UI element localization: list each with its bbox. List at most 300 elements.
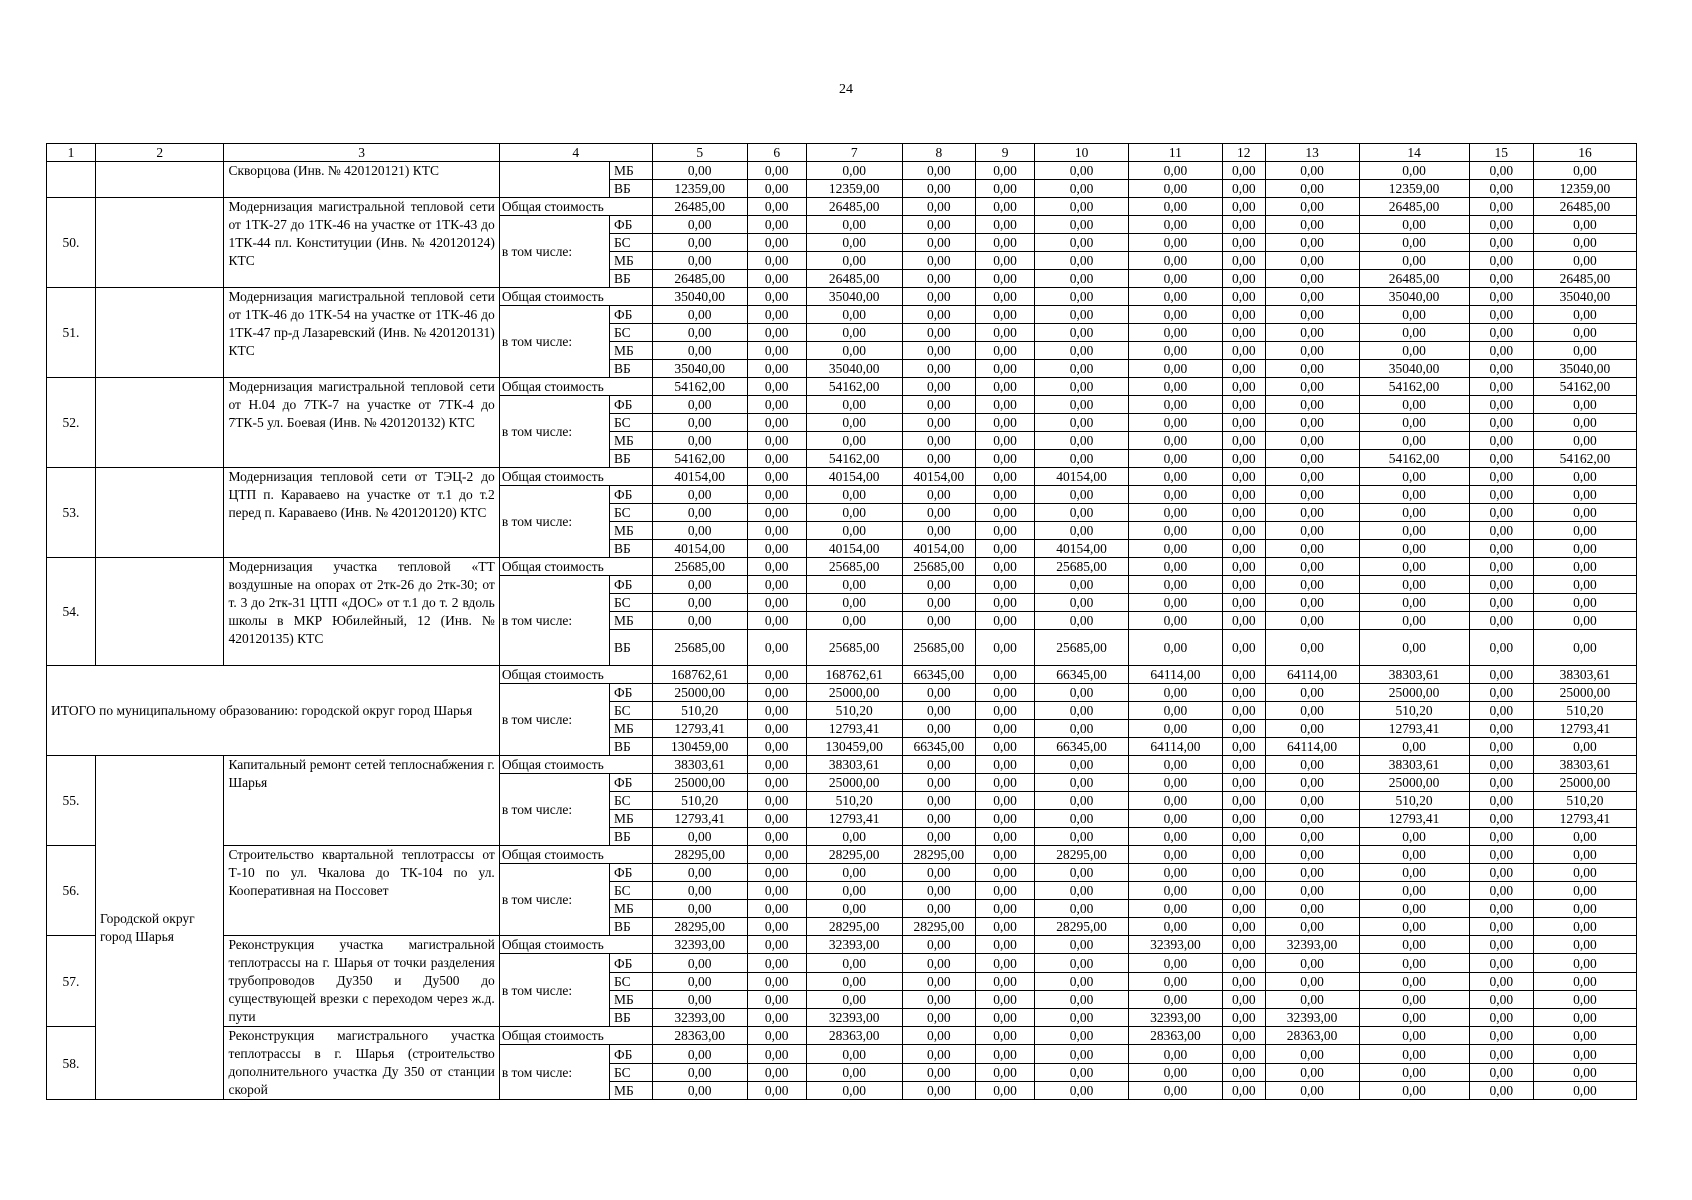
value-cell: 0,00 [902, 216, 975, 234]
value-cell: 25685,00 [652, 558, 747, 576]
value-cell: 0,00 [976, 1045, 1035, 1064]
value-cell: 0,00 [902, 252, 975, 270]
value-cell: 0,00 [1035, 324, 1129, 342]
source-code: БС [609, 324, 652, 342]
header-cell: 16 [1533, 144, 1636, 162]
value-cell: 0,00 [976, 828, 1035, 846]
value-cell: 0,00 [1222, 756, 1265, 774]
value-cell: 0,00 [902, 450, 975, 468]
value-cell: 0,00 [652, 324, 747, 342]
value-cell: 38303,61 [1533, 756, 1636, 774]
value-cell: 0,00 [806, 1064, 902, 1082]
value-cell: 0,00 [1222, 234, 1265, 252]
value-cell: 0,00 [1265, 234, 1359, 252]
value-cell: 0,00 [976, 954, 1035, 973]
source-code: ФБ [609, 306, 652, 324]
value-cell: 0,00 [1129, 252, 1223, 270]
value-cell: 0,00 [1129, 991, 1223, 1009]
value-cell: 0,00 [652, 828, 747, 846]
value-cell: 0,00 [1359, 594, 1469, 612]
value-cell: 0,00 [747, 864, 806, 882]
value-cell: 0,00 [1359, 900, 1469, 918]
value-cell: 0,00 [902, 828, 975, 846]
value-cell: 0,00 [976, 666, 1035, 684]
header-cell: 7 [806, 144, 902, 162]
value-cell: 0,00 [806, 324, 902, 342]
value-cell: 0,00 [1533, 594, 1636, 612]
value-cell: 510,20 [806, 792, 902, 810]
value-cell: 0,00 [1035, 828, 1129, 846]
value-cell: 0,00 [652, 973, 747, 991]
value-cell: 25685,00 [806, 630, 902, 666]
value-cell: 0,00 [1469, 306, 1533, 324]
value-cell: 0,00 [747, 234, 806, 252]
header-cell: 10 [1035, 144, 1129, 162]
value-cell: 0,00 [1265, 594, 1359, 612]
row-number: 58. [47, 1027, 96, 1100]
value-cell: 0,00 [1533, 846, 1636, 864]
value-cell: 38303,61 [652, 756, 747, 774]
value-cell: 0,00 [1265, 540, 1359, 558]
value-cell: 0,00 [1035, 504, 1129, 522]
value-cell: 0,00 [652, 522, 747, 540]
value-cell: 0,00 [1265, 468, 1359, 486]
total-label: Общая стоимость [499, 558, 652, 576]
value-cell: 32393,00 [652, 936, 747, 954]
value-cell: 66345,00 [902, 738, 975, 756]
value-cell: 510,20 [1533, 702, 1636, 720]
row-number: 56. [47, 846, 96, 936]
header-cell: 1 [47, 144, 96, 162]
value-cell: 0,00 [1222, 396, 1265, 414]
row-number-cell [47, 162, 96, 198]
value-cell: 0,00 [976, 324, 1035, 342]
value-cell: 0,00 [806, 900, 902, 918]
value-cell: 0,00 [806, 522, 902, 540]
value-cell: 0,00 [652, 432, 747, 450]
value-cell: 0,00 [1265, 288, 1359, 306]
value-cell: 0,00 [1469, 991, 1533, 1009]
value-cell: 0,00 [1222, 882, 1265, 900]
value-cell: 12793,41 [1533, 810, 1636, 828]
value-cell: 26485,00 [1359, 270, 1469, 288]
value-cell: 0,00 [1533, 576, 1636, 594]
value-cell: 168762,61 [652, 666, 747, 684]
value-cell: 0,00 [1035, 774, 1129, 792]
page-number: 24 [839, 82, 853, 97]
value-cell: 0,00 [976, 450, 1035, 468]
value-cell: 0,00 [1533, 1064, 1636, 1082]
value-cell: 0,00 [806, 342, 902, 360]
value-cell: 0,00 [1035, 954, 1129, 973]
value-cell: 0,00 [806, 414, 902, 432]
total-label: Общая стоимость [499, 666, 652, 684]
value-cell: 0,00 [976, 378, 1035, 396]
value-cell: 25685,00 [1035, 630, 1129, 666]
value-cell: 0,00 [1035, 864, 1129, 882]
value-cell: 28363,00 [652, 1027, 747, 1045]
value-cell: 0,00 [1265, 900, 1359, 918]
source-code: МБ [609, 810, 652, 828]
value-cell: 0,00 [1035, 1082, 1129, 1100]
value-cell: 26485,00 [1533, 198, 1636, 216]
value-cell: 0,00 [976, 846, 1035, 864]
source-code: МБ [609, 900, 652, 918]
value-cell: 0,00 [1222, 973, 1265, 991]
value-cell: 0,00 [1359, 216, 1469, 234]
value-cell: 0,00 [1265, 1082, 1359, 1100]
header-cell: 4 [499, 144, 652, 162]
value-cell: 35040,00 [1359, 360, 1469, 378]
value-cell: 0,00 [1359, 522, 1469, 540]
source-code: ФБ [609, 396, 652, 414]
value-cell: 0,00 [806, 216, 902, 234]
value-cell: 0,00 [652, 252, 747, 270]
municipality-cell [95, 288, 224, 378]
value-cell: 0,00 [976, 1082, 1035, 1100]
source-row [47, 162, 1637, 180]
source-code: МБ [609, 991, 652, 1009]
value-cell: 0,00 [1265, 991, 1359, 1009]
value-cell: 0,00 [1129, 198, 1223, 216]
value-cell: 25000,00 [1533, 684, 1636, 702]
value-cell: 0,00 [1129, 540, 1223, 558]
value-cell: 0,00 [1222, 774, 1265, 792]
total-label: Общая стоимость [499, 846, 652, 864]
source-code: БС [609, 702, 652, 720]
value-cell: 0,00 [976, 162, 1035, 180]
value-cell: 0,00 [1469, 522, 1533, 540]
value-cell: 40154,00 [806, 540, 902, 558]
value-cell: 0,00 [1469, 882, 1533, 900]
value-cell: 0,00 [902, 324, 975, 342]
value-cell: 0,00 [1533, 324, 1636, 342]
value-cell: 0,00 [1222, 216, 1265, 234]
value-cell: 0,00 [747, 216, 806, 234]
value-cell: 0,00 [1129, 1064, 1223, 1082]
value-cell: 0,00 [1533, 864, 1636, 882]
value-cell: 38303,61 [1359, 756, 1469, 774]
item-total-row [47, 756, 1637, 774]
value-cell: 0,00 [747, 378, 806, 396]
value-cell: 0,00 [806, 504, 902, 522]
value-cell: 0,00 [652, 1064, 747, 1082]
value-cell: 0,00 [976, 882, 1035, 900]
value-cell: 0,00 [1533, 468, 1636, 486]
value-cell: 0,00 [747, 792, 806, 810]
value-cell: 0,00 [1035, 306, 1129, 324]
value-cell: 0,00 [747, 882, 806, 900]
value-cell: 0,00 [1533, 900, 1636, 918]
value-cell: 0,00 [1359, 936, 1469, 954]
value-cell: 0,00 [1129, 234, 1223, 252]
value-cell: 0,00 [747, 1045, 806, 1064]
value-cell: 0,00 [1129, 846, 1223, 864]
value-cell: 35040,00 [652, 360, 747, 378]
value-cell: 0,00 [1469, 342, 1533, 360]
value-cell: 0,00 [1265, 1045, 1359, 1064]
value-cell: 0,00 [1035, 486, 1129, 504]
value-cell: 0,00 [1129, 828, 1223, 846]
value-cell: 0,00 [1222, 918, 1265, 936]
value-cell: 0,00 [1035, 702, 1129, 720]
header-cell: 14 [1359, 144, 1469, 162]
value-cell: 0,00 [747, 756, 806, 774]
value-cell: 0,00 [1533, 234, 1636, 252]
value-cell: 0,00 [1469, 198, 1533, 216]
value-cell: 0,00 [1469, 414, 1533, 432]
value-cell: 28295,00 [652, 846, 747, 864]
value-cell: 510,20 [652, 702, 747, 720]
value-cell: 0,00 [1533, 1009, 1636, 1027]
header-row [47, 144, 1637, 162]
value-cell: 38303,61 [806, 756, 902, 774]
value-cell: 0,00 [1469, 720, 1533, 738]
value-cell: 0,00 [1129, 324, 1223, 342]
value-cell: 0,00 [1469, 558, 1533, 576]
value-cell: 0,00 [1265, 702, 1359, 720]
value-cell: 0,00 [1129, 486, 1223, 504]
value-cell: 0,00 [976, 486, 1035, 504]
source-code: БС [609, 1064, 652, 1082]
value-cell: 0,00 [1129, 792, 1223, 810]
total-label: Общая стоимость [499, 756, 652, 774]
total-label: Общая стоимость [499, 288, 652, 306]
value-cell: 0,00 [1265, 450, 1359, 468]
value-cell: 35040,00 [1533, 288, 1636, 306]
value-cell: 0,00 [902, 1064, 975, 1082]
value-cell: 0,00 [902, 810, 975, 828]
value-cell: 0,00 [976, 522, 1035, 540]
source-code: ВБ [609, 828, 652, 846]
value-cell: 0,00 [747, 1064, 806, 1082]
value-cell: 0,00 [1469, 738, 1533, 756]
item-name: Модернизация магистральной тепловой сети от 1ТК-27 до 1ТК-46 на участке от 1ТК-43 до 1ТК-44 пл. Конституции (Инв. № 420120124) КТС [224, 198, 499, 288]
value-cell: 0,00 [976, 774, 1035, 792]
value-cell: 0,00 [652, 486, 747, 504]
including-label: в том числе: [499, 954, 609, 1027]
value-cell: 0,00 [1359, 504, 1469, 522]
value-cell: 0,00 [1129, 594, 1223, 612]
value-cell: 0,00 [976, 756, 1035, 774]
value-cell: 0,00 [747, 738, 806, 756]
value-cell: 54162,00 [806, 450, 902, 468]
value-cell: 0,00 [976, 234, 1035, 252]
value-cell: 0,00 [1265, 756, 1359, 774]
value-cell: 0,00 [902, 180, 975, 198]
value-cell: 0,00 [1129, 306, 1223, 324]
item-total-row [47, 288, 1637, 306]
value-cell: 12793,41 [1533, 720, 1636, 738]
value-cell: 0,00 [902, 702, 975, 720]
value-cell: 0,00 [806, 396, 902, 414]
value-cell: 0,00 [1035, 991, 1129, 1009]
value-cell: 0,00 [747, 198, 806, 216]
source-code: МБ [609, 1082, 652, 1100]
value-cell: 32393,00 [806, 936, 902, 954]
value-cell: 0,00 [1035, 576, 1129, 594]
value-cell: 0,00 [652, 216, 747, 234]
value-cell: 0,00 [1265, 522, 1359, 540]
source-code: ВБ [609, 180, 652, 198]
value-cell: 32393,00 [652, 1009, 747, 1027]
row-number: 54. [47, 558, 96, 666]
value-cell: 0,00 [1129, 756, 1223, 774]
row-number: 55. [47, 756, 96, 846]
item-name: Реконструкция магистрального участка теплотрассы в г. Шарья (строительство дополнительного участка Ду 350 от станции скорой [224, 1027, 499, 1100]
header-cell: 9 [976, 144, 1035, 162]
source-code: ФБ [609, 216, 652, 234]
value-cell: 0,00 [1533, 954, 1636, 973]
value-cell: 0,00 [902, 576, 975, 594]
value-cell: 0,00 [1129, 216, 1223, 234]
value-cell: 0,00 [1222, 702, 1265, 720]
value-cell: 25000,00 [652, 774, 747, 792]
value-cell: 0,00 [1469, 900, 1533, 918]
value-cell: 0,00 [1359, 540, 1469, 558]
item-total-row [47, 936, 1637, 954]
value-cell: 0,00 [652, 162, 747, 180]
value-cell: 0,00 [1469, 756, 1533, 774]
value-cell: 0,00 [976, 1009, 1035, 1027]
value-cell: 0,00 [1222, 936, 1265, 954]
value-cell: 0,00 [747, 396, 806, 414]
value-cell: 0,00 [1265, 270, 1359, 288]
value-cell: 0,00 [1469, 702, 1533, 720]
value-cell: 0,00 [1035, 414, 1129, 432]
value-cell: 0,00 [652, 954, 747, 973]
value-cell: 0,00 [1265, 432, 1359, 450]
value-cell: 0,00 [747, 306, 806, 324]
item-total-row [47, 468, 1637, 486]
value-cell: 0,00 [1469, 486, 1533, 504]
row-number: 51. [47, 288, 96, 378]
value-cell: 0,00 [806, 306, 902, 324]
value-cell: 0,00 [1035, 756, 1129, 774]
value-cell: 168762,61 [806, 666, 902, 684]
value-cell: 0,00 [1533, 630, 1636, 666]
value-cell: 0,00 [747, 900, 806, 918]
value-cell: 0,00 [1359, 342, 1469, 360]
value-cell: 0,00 [747, 1082, 806, 1100]
item-name: Модернизация участка тепловой «ТТ воздушные на опорах от 2тк-26 до 2тк-30; от т. 3 до 2тк-31 ЦТП «ДОС» от т.1 до т. 2 вдоль школы в МКР Юбилейный, 12 (Инв. № 420120135) КТС [224, 558, 499, 666]
item-name: Скворцова (Инв. № 420120121) КТС [224, 162, 499, 198]
value-cell: 0,00 [976, 594, 1035, 612]
value-cell: 0,00 [1035, 288, 1129, 306]
value-cell: 510,20 [1533, 792, 1636, 810]
value-cell: 0,00 [1533, 973, 1636, 991]
header-cell: 3 [224, 144, 499, 162]
value-cell: 0,00 [1035, 612, 1129, 630]
value-cell: 0,00 [1265, 162, 1359, 180]
value-cell: 0,00 [747, 774, 806, 792]
value-cell: 0,00 [902, 936, 975, 954]
value-cell: 0,00 [1265, 558, 1359, 576]
value-cell: 25685,00 [652, 630, 747, 666]
value-cell: 0,00 [1129, 918, 1223, 936]
value-cell: 0,00 [652, 414, 747, 432]
source-code: ВБ [609, 270, 652, 288]
value-cell: 0,00 [976, 414, 1035, 432]
value-cell: 0,00 [976, 540, 1035, 558]
value-cell: 0,00 [747, 1027, 806, 1045]
value-cell: 0,00 [1035, 900, 1129, 918]
value-cell: 0,00 [1265, 324, 1359, 342]
value-cell: 0,00 [1533, 918, 1636, 936]
value-cell: 0,00 [747, 522, 806, 540]
value-cell: 0,00 [747, 810, 806, 828]
value-cell: 40154,00 [652, 540, 747, 558]
value-cell: 0,00 [902, 882, 975, 900]
value-cell: 0,00 [1359, 991, 1469, 1009]
value-cell: 54162,00 [1359, 378, 1469, 396]
value-cell: 0,00 [747, 486, 806, 504]
source-code: ВБ [609, 918, 652, 936]
value-cell: 38303,61 [1533, 666, 1636, 684]
value-cell: 0,00 [902, 594, 975, 612]
value-cell: 0,00 [1129, 720, 1223, 738]
value-cell: 0,00 [1035, 1009, 1129, 1027]
value-cell: 0,00 [1129, 180, 1223, 198]
value-cell: 0,00 [902, 1082, 975, 1100]
value-cell: 28295,00 [806, 846, 902, 864]
value-cell: 0,00 [1222, 612, 1265, 630]
value-cell: 0,00 [976, 1064, 1035, 1082]
value-cell: 54162,00 [1533, 450, 1636, 468]
value-cell: 25000,00 [1359, 684, 1469, 702]
value-cell: 0,00 [976, 216, 1035, 234]
value-cell: 0,00 [1129, 810, 1223, 828]
value-cell: 0,00 [1265, 396, 1359, 414]
value-cell: 0,00 [1129, 1045, 1223, 1064]
value-cell: 0,00 [1359, 1027, 1469, 1045]
value-cell: 0,00 [976, 252, 1035, 270]
value-cell: 0,00 [1469, 504, 1533, 522]
municipality-cell [95, 198, 224, 288]
value-cell: 0,00 [1222, 306, 1265, 324]
value-cell: 0,00 [806, 973, 902, 991]
value-cell: 0,00 [652, 900, 747, 918]
value-cell: 130459,00 [652, 738, 747, 756]
value-cell: 0,00 [747, 180, 806, 198]
value-cell: 66345,00 [1035, 738, 1129, 756]
value-cell: 0,00 [1035, 234, 1129, 252]
total-label: Общая стоимость [499, 1027, 652, 1045]
value-cell: 0,00 [1359, 324, 1469, 342]
value-cell: 0,00 [747, 973, 806, 991]
value-cell: 0,00 [1359, 954, 1469, 973]
value-cell: 12793,41 [806, 720, 902, 738]
value-cell: 40154,00 [1035, 540, 1129, 558]
value-cell: 0,00 [1129, 342, 1223, 360]
value-cell: 25000,00 [806, 684, 902, 702]
value-cell: 0,00 [1265, 792, 1359, 810]
value-cell: 0,00 [1469, 180, 1533, 198]
value-cell: 0,00 [1265, 576, 1359, 594]
value-cell: 0,00 [652, 306, 747, 324]
source-code: ВБ [609, 630, 652, 666]
value-cell: 0,00 [902, 522, 975, 540]
value-cell: 25000,00 [652, 684, 747, 702]
value-cell: 0,00 [902, 342, 975, 360]
municipality-cell [95, 468, 224, 558]
value-cell: 0,00 [1222, 414, 1265, 432]
value-cell: 0,00 [747, 576, 806, 594]
municipality-cell [95, 558, 224, 666]
value-cell: 0,00 [1222, 810, 1265, 828]
value-cell: 0,00 [1265, 630, 1359, 666]
value-cell: 0,00 [1265, 684, 1359, 702]
